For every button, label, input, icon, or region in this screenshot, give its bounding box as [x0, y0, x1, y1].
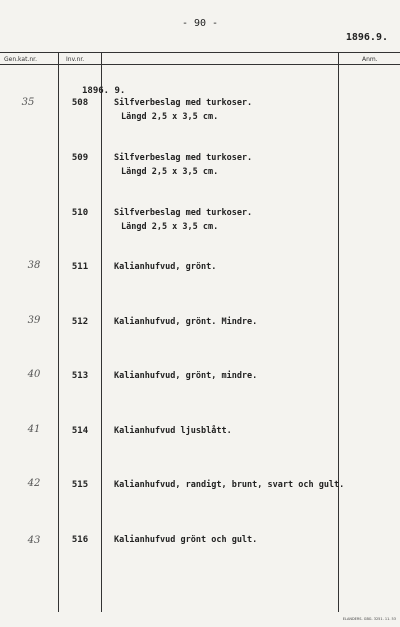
gen-kat-number: 39 [27, 315, 41, 326]
col-header-gen-kat: Gen.kat.nr. [4, 56, 37, 63]
description-line: Kalianhufvud grönt och gult. [114, 535, 258, 545]
gen-kat-number: 35 [21, 97, 35, 108]
inv-number: 515 [71, 480, 89, 490]
description-line: Kalianhufvud, grönt. [114, 262, 217, 272]
description-line: Silfverbeslag med turkoser. [114, 208, 253, 218]
description-line: Kalianhufvud, grönt. Mindre. [114, 317, 258, 327]
description-line: Kalianhufvud, grönt, mindre. [114, 371, 258, 381]
gen-kat-number: 42 [27, 478, 41, 489]
item-description [114, 371, 257, 381]
description-line: Kalianhufvud ljusblått. [114, 426, 232, 436]
item-description [114, 317, 257, 327]
item-description [114, 426, 232, 436]
description-line: Kalianhufvud, randigt, brunt, svart och gult. [114, 480, 345, 490]
gen-kat-number: 40 [27, 369, 41, 380]
gen-kat-number: 41 [27, 424, 41, 435]
inv-number: 509 [71, 153, 89, 163]
inv-number: 513 [71, 371, 89, 381]
item-description [114, 153, 252, 177]
inv-number: 514 [71, 426, 89, 436]
description-measure: Längd 2,5 x 3,5 cm. [121, 222, 219, 232]
inv-number: 510 [71, 208, 89, 218]
item-description [114, 535, 257, 545]
col-header-anm: Anm. [362, 56, 378, 63]
item-description [114, 262, 216, 272]
gen-kat-number: 38 [27, 260, 41, 271]
header-top-rule [0, 52, 400, 53]
description-measure: Längd 2,5 x 3,5 cm. [121, 112, 219, 122]
description-measure: Längd 2,5 x 3,5 cm. [121, 167, 219, 177]
inv-number: 508 [71, 98, 89, 108]
inv-number: 512 [71, 317, 89, 327]
col-header-inv: Inv.nr. [66, 56, 85, 63]
description-line: Silfverbeslag med turkoser. [114, 98, 253, 108]
header-year: 1896.9. [345, 32, 388, 43]
header-bottom-rule [0, 64, 400, 65]
column-divider-2 [101, 52, 102, 612]
page-number: - 90 - [181, 18, 219, 29]
column-divider-1 [58, 52, 59, 612]
gen-kat-number: 43 [27, 535, 41, 546]
item-description [114, 98, 252, 122]
description-line: Silfverbeslag med turkoser. [114, 153, 253, 163]
entry-year: 1896. 9. [82, 86, 126, 96]
inv-number: 511 [71, 262, 89, 272]
inv-number: 516 [71, 535, 89, 545]
item-description [114, 208, 252, 232]
column-divider-3 [338, 52, 339, 612]
printer-imprint: ELANDERS. GBG. 3251. 11. 53 [342, 617, 396, 621]
item-description [114, 480, 344, 490]
